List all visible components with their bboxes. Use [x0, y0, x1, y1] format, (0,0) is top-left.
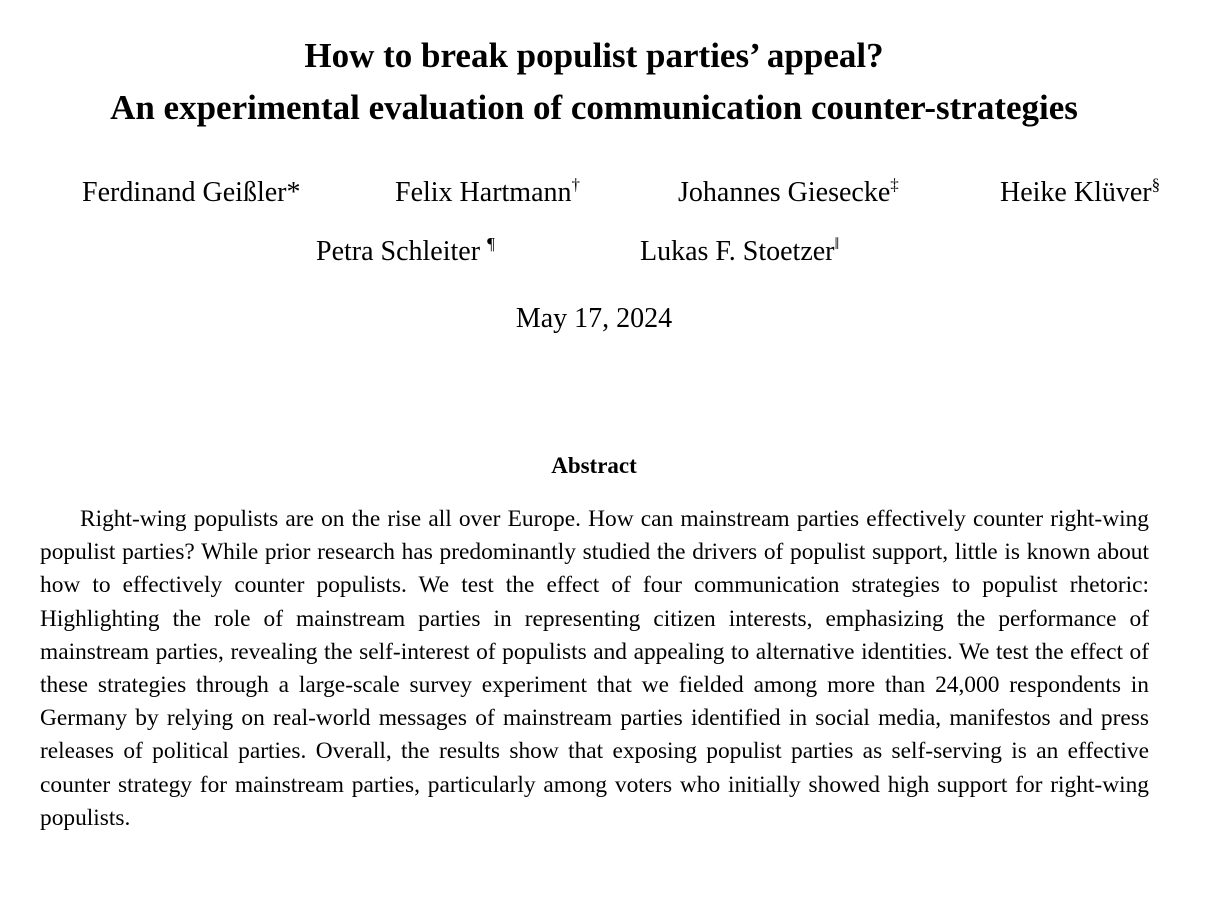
author-name: Ferdinand Geißler* [82, 177, 301, 208]
author-giesecke [678, 176, 899, 210]
publication-date: May 17, 2024 [515, 303, 673, 334]
author-name: Heike Klüver [1000, 177, 1152, 208]
author-footnote-mark: ¶ [487, 234, 495, 253]
author-footnote-mark: † [571, 175, 581, 194]
author-name: Felix Hartmann [395, 177, 572, 208]
author-footnote-mark: ‖ [834, 234, 840, 253]
author-footnote-mark: ‡ [890, 175, 899, 194]
author-kluever [1000, 176, 1160, 210]
paper-title-line-2: An experimental evaluation of communication counter-strategies [110, 88, 1078, 127]
author-name: Johannes Giesecke [678, 177, 891, 208]
author-name: Petra Schleiter [316, 236, 488, 267]
author-schleiter [316, 235, 495, 269]
author-hartmann [395, 176, 580, 210]
author-stoetzer [640, 235, 839, 269]
paper-title-line-1: How to break populist parties’ appeal? [304, 36, 884, 75]
author-footnote-mark: § [1151, 175, 1161, 194]
abstract-heading: Abstract [551, 453, 637, 478]
author-name: Lukas F. Stoetzer [640, 236, 835, 267]
abstract-body: Right-wing populists are on the rise all over Europe. How can mainstream parties effectively counter right-wing populist parties? While prior research has predominantly studied the drivers of populist support, little is known about how to effectively counter populists. We test the effect of four communication strategies to populist rhetoric: Highlighting the role of mainstream parties in representing citizen interests, emphasizing the performance of mainstream parties, revealing the self-interest of populists and appealing to alternative identities. We test the effect of these strategies through a large-scale survey experiment that we fielded among more than 24,000 respondents in Germany by relying on real-world messages of mainstream parties identified in social media, manifestos and press releases of political parties. Overall, the results show that exposing populist parties as self-serving is an effective counter strategy for mainstream parties, particularly among voters who initially showed high support for right-wing populists. [40, 506, 1149, 831]
author-geissler [82, 176, 301, 210]
